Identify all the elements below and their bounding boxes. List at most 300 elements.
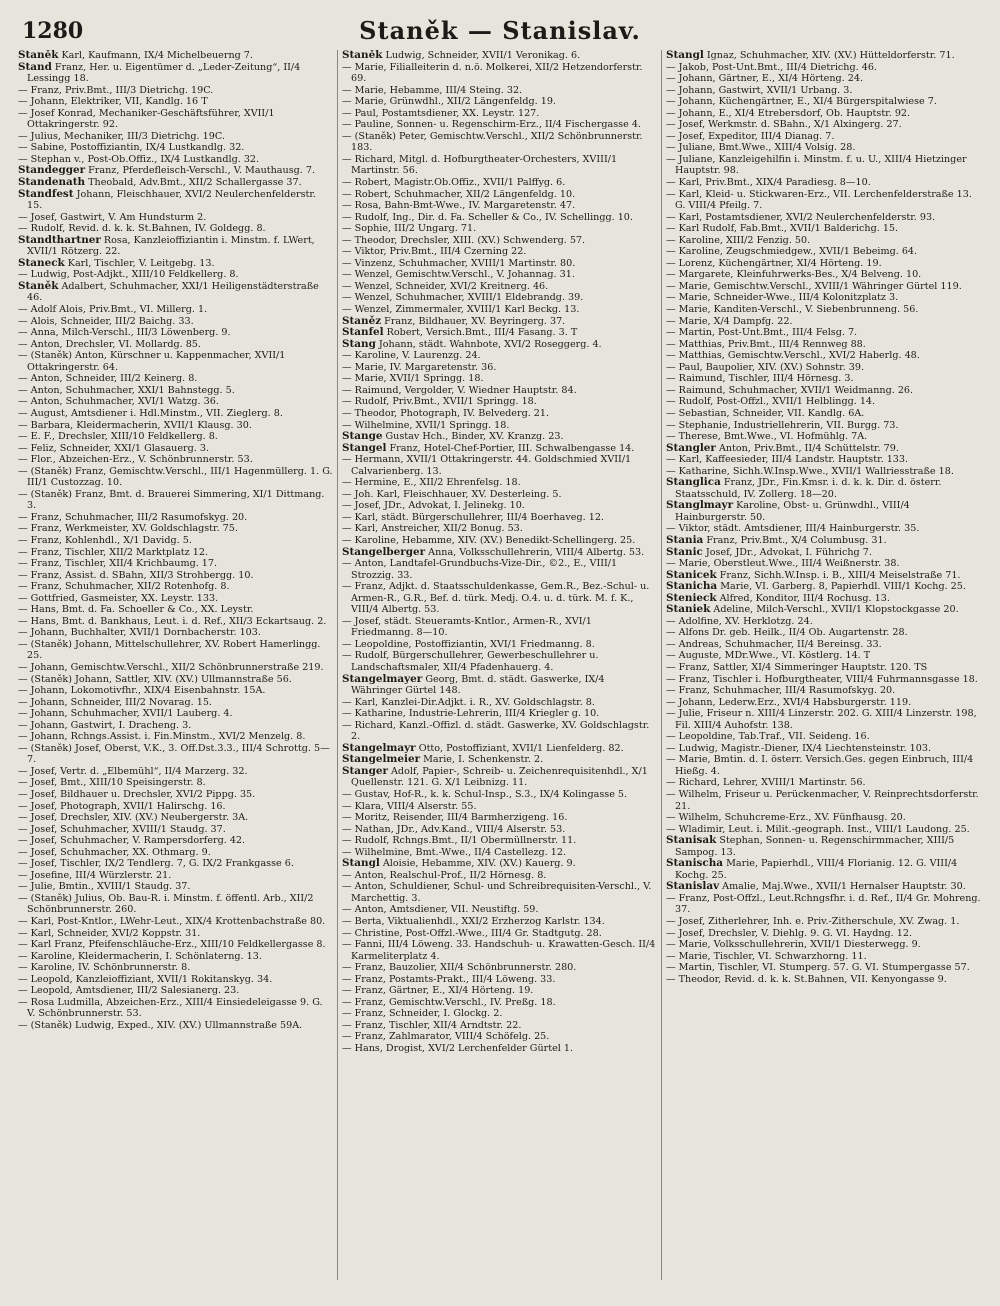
entry-surname: Stangler xyxy=(666,441,716,454)
entry-surname: Staněk xyxy=(18,279,59,292)
entry-text: Franz, Hotel-Chef-Portier, III. Schwalbengasse 14. xyxy=(386,442,635,454)
entry-text: — Wenzel, Schneider, XVI/2 Kreitnerg. 46. xyxy=(342,280,549,292)
columns xyxy=(14,50,986,1280)
entry-text: — Alois, Schneider, III/2 Baichg. 33. xyxy=(18,315,194,327)
entry-text: — Johann, Gastwirt, I. Dracheng. 3. xyxy=(18,719,192,731)
entry-text: — Adolf Alois, Priv.Bmt., VI. Millerg. 1. xyxy=(18,304,208,316)
entry-text: Franz, Priv.Bmt., X/4 Columbusg. 31. xyxy=(703,534,887,546)
entry-surname: Stanic xyxy=(666,545,703,558)
entry-surname: Stanfel xyxy=(342,326,384,339)
directory-entry xyxy=(342,708,657,720)
directory-entry xyxy=(666,350,982,362)
entry-surname: Stanislav xyxy=(666,880,720,893)
entry-text: Adeline, Milch-Verschl., XVII/1 Klopstockgasse 20. xyxy=(710,604,959,616)
entry-text: — Alfons Dr. geb. Heilk., II/4 Ob. Augartenstr. 28. xyxy=(666,627,908,639)
entry-text: — Fanni, III/4 Löweng. 33. Handschuh- u. Krawatten-Gesch. II/4 Karmeliterplatz 4. xyxy=(342,939,656,962)
entry-surname: Staněk xyxy=(18,50,59,61)
entry-text: — Josef, Bmt., XIII/10 Speisingerstr. 8. xyxy=(18,777,206,789)
directory-entry xyxy=(666,189,982,212)
directory-entry xyxy=(18,258,333,270)
directory-entry xyxy=(342,154,657,177)
directory-entry xyxy=(18,789,333,801)
directory-entry xyxy=(342,189,657,201)
entry-text: — Ludwig, Post-Adjkt., XIII/10 Feldkellerg. 8. xyxy=(18,269,239,281)
directory-entry xyxy=(342,1008,657,1020)
entry-text: — Karl, städt. Bürgerschullehrer, III/4 Boerhaveg. 12. xyxy=(342,511,604,523)
entry-text: — (Staněk) Johann, Sattler, XIV. (XV.) Ullmannstraße 56. xyxy=(18,673,292,685)
directory-entry xyxy=(666,662,982,674)
entry-text: — Sabine, Postoffiziantin, IX/4 Lustkandlg. 32. xyxy=(18,142,245,154)
entry-text: — Nathan, JDr., Adv.Kand., VIII/4 Alserstr. 53. xyxy=(342,823,566,835)
entry-surname: Standegger xyxy=(18,164,86,177)
directory-entry xyxy=(666,523,982,535)
entry-text: — Wladimir, Leut. i. Milit.-geograph. Inst., VIII/1 Laudong. 25. xyxy=(666,823,970,835)
entry-surname: Stangelmayer xyxy=(342,672,423,685)
entry-text: — Johann, Schuhmacher, XVII/1 Lauberg. 4. xyxy=(18,708,233,720)
directory-entry xyxy=(18,547,333,559)
directory-entry xyxy=(666,85,982,97)
entry-text: — Marie, Filialleiterin d. n.ö. Molkerei, XII/2 Hetzendorferstr. 69. xyxy=(342,61,643,85)
directory-entry xyxy=(18,916,333,928)
directory-entry xyxy=(666,292,982,304)
entry-text: — Franz, Schuhmacher, III/2 Rasumofskyg. 20. xyxy=(18,511,248,523)
entry-text: — Johann, Rchngs.Assist. i. Fin.Minstm., XVI/2 Menzelg. 8. xyxy=(18,731,306,743)
entry-text: Karoline, Obst- u. Grünwdhl., VIII/4 Hainburgerstr. 50. xyxy=(675,500,910,523)
entry-text: Aloisie, Hebamme, XIV. (XV.) Kauerg. 9. xyxy=(379,858,576,870)
entry-text: — Auguste, MDr.Wwe., VI. Köstlerg. 14. T xyxy=(666,650,871,662)
directory-entry xyxy=(342,558,657,581)
directory-entry xyxy=(342,916,657,928)
directory-entry xyxy=(18,454,333,466)
directory-entry xyxy=(342,512,657,524)
entry-text: — Karoline, Kleidermacherin, I. Schönlaterng. 13. xyxy=(18,950,262,962)
directory-entry xyxy=(342,904,657,916)
directory-entry xyxy=(18,627,333,639)
entry-text: — Josef, Schuhmacher, XX. Othmarg. 9. xyxy=(18,846,211,858)
entry-surname: Standthartner xyxy=(18,233,101,246)
entry-text: — Sebastian, Schneider, VII. Kandlg. 6A. xyxy=(666,407,865,419)
directory-entry xyxy=(666,177,982,189)
directory-entry xyxy=(342,200,657,212)
directory-entry xyxy=(666,258,982,270)
directory-entry xyxy=(342,720,657,743)
directory-entry xyxy=(18,385,333,397)
entry-text: Robert, Versich.Bmt., III/4 Fasang. 3. T xyxy=(383,327,578,339)
entry-text: Adolf, Papier-, Schreib- u. Zeichenrequisitenhdl., X/1 Quellenstr. 121. G. X/1 Leibnizg. 11. xyxy=(351,765,648,789)
entry-text: — Anton, Realschul-Prof., II/2 Hörnesg. 8. xyxy=(342,869,547,881)
directory-entry xyxy=(666,362,982,374)
directory-entry xyxy=(666,281,982,293)
entry-text: — Adolfine, XV. Herklotzg. 24. xyxy=(666,615,813,627)
directory-entry xyxy=(342,108,657,120)
entry-text: Franz, Bildhauer, XV. Beyringerg. 37. xyxy=(381,315,566,327)
entry-surname: Stanischa xyxy=(666,857,724,870)
directory-entry xyxy=(18,639,333,662)
entry-text: — Josef, Vertr. d. „Elbemühl“, II/4 Marzerg. 32. xyxy=(18,765,248,777)
entry-surname: Stang xyxy=(342,337,376,350)
entry-text: — Karoline, Zeugschmiedgew., XVII/1 Bebeimg. 64. xyxy=(666,246,918,258)
entry-text: — Franz, Adjkt. d. Staatsschuldenkasse, Gem.R., Bez.-Schul- u. Armen-R., G.R., Bef. d. türk. Medj. O.4. u. d. türk. M. f. K., VIII/4 Albertg. 53. xyxy=(342,581,650,616)
directory-entry xyxy=(666,835,982,858)
directory-entry xyxy=(18,235,333,258)
directory-entry xyxy=(18,281,333,304)
directory-entry xyxy=(666,269,982,281)
entry-text: — Richard, Kanzl.-Offizl. d. städt. Gaswerke, XV. Goldschlagstr. 2. xyxy=(342,719,650,743)
entry-text: — Julie, Bmtin., XVIII/1 Staudg. 37. xyxy=(18,881,191,893)
directory-entry xyxy=(666,316,982,328)
directory-entry xyxy=(666,212,982,224)
directory-entry xyxy=(666,246,982,258)
entry-text: — Raimund, Vergolder, V. Wiedner Hauptstr. 84. xyxy=(342,384,577,396)
directory-entry xyxy=(342,547,657,559)
directory-entry xyxy=(666,500,982,523)
directory-entry xyxy=(18,985,333,997)
directory-entry xyxy=(666,131,982,143)
directory-entry xyxy=(342,974,657,986)
entry-text: — (Staněk) Anton, Kürschner u. Kappenmacher, XVII/1 Ottakringerstr. 64. xyxy=(18,350,286,373)
directory-entry xyxy=(18,951,333,963)
directory-entry xyxy=(666,154,982,177)
entry-text: — Rosa Ludmilla, Abzeichen-Erz., XIII/4 Einsiedeleigasse 9. G. V. Schönbrunnerstr. 53. xyxy=(18,996,323,1020)
entry-text: — Karoline, Hebamme, XIV. (XV.) Benedikt-Schellingerg. 25. xyxy=(342,534,636,546)
entry-text: — Wilhelm, Friseur u. Perückenmacher, V. Reinprechtsdorferstr. 21. xyxy=(666,789,979,812)
directory-entry xyxy=(342,258,657,270)
directory-entry xyxy=(18,373,333,385)
entry-text: — Matthias, Gemischtw.Verschl., XVI/2 Haberlg. 48. xyxy=(666,350,920,362)
entry-text: — Josef, Schuhmacher, V. Rampersdorferg. 42. xyxy=(18,835,246,847)
entry-text: — Marie, Schneider-Wwe., III/4 Kolonitzplatz 3. xyxy=(666,292,899,304)
directory-entry xyxy=(666,674,982,686)
entry-text: — Franz, Tischler, XII/2 Marktplatz 12. xyxy=(18,546,208,558)
entry-text: Franz, Pferdefleisch-Verschl., V. Mauthausg. 7. xyxy=(85,165,316,177)
entry-text: Franz, Her. u. Eigentümer d. „Leder-Zeitung“, II/4 Lessingg 18. xyxy=(27,61,301,85)
directory-entry xyxy=(342,939,657,962)
directory-entry xyxy=(18,974,333,986)
directory-entry xyxy=(666,974,982,986)
directory-entry xyxy=(18,662,333,674)
directory-entry xyxy=(18,708,333,720)
directory-entry xyxy=(18,835,333,847)
directory-entry xyxy=(342,292,657,304)
directory-entry xyxy=(666,893,982,916)
directory-entry xyxy=(666,385,982,397)
directory-entry xyxy=(666,928,982,940)
directory-entry xyxy=(342,997,657,1009)
entry-surname: Staněk xyxy=(342,50,383,61)
entry-text: — Josef, JDr., Advokat, I. Jelinekg. 10. xyxy=(342,500,525,512)
entry-text: — Franz, Tischler, XII/4 Krichbaumg. 17. xyxy=(18,558,218,570)
entry-text: — Franz, Assist. d. SBahn, XII/3 Strohbergg. 10. xyxy=(18,569,254,581)
entry-text: — Moritz, Reisender, III/4 Barmherzigeng. 16. xyxy=(342,812,568,824)
directory-entry xyxy=(342,523,657,535)
entry-text: — Franz, Kohlenhdl., X/1 Davidg. 5. xyxy=(18,534,192,546)
entry-text: — Pauline, Sonnen- u. Regenschirm-Erz., II/4 Fischergasse 4. xyxy=(342,119,641,131)
directory-entry xyxy=(666,408,982,420)
directory-entry xyxy=(18,1020,333,1032)
directory-entry xyxy=(342,789,657,801)
directory-entry xyxy=(666,50,982,62)
entry-text: — Richard, Lehrer, XVIII/1 Martinstr. 56. xyxy=(666,777,866,789)
directory-entry xyxy=(666,939,982,951)
directory-entry xyxy=(666,547,982,559)
entry-text: — Sophie, III/2 Ungarg. 71. xyxy=(342,223,477,235)
directory-entry xyxy=(342,50,657,62)
entry-text: — Richard, Mitgl. d. Hofburgtheater-Orchesters, XVIII/1 Martinstr. 56. xyxy=(342,153,618,177)
entry-text: — Karl, Postamtsdiener, XVI/2 Neulerchenfelderstr. 93. xyxy=(666,211,936,223)
directory-entry xyxy=(18,396,333,408)
entry-surname: Standfest xyxy=(18,187,74,200)
entry-text: — Franz, Schuhmacher, XII/2 Rotenhofg. 8. xyxy=(18,581,230,593)
entry-text: — Leopoldine, Tab.Traf., VII. Seideng. 16. xyxy=(666,731,870,743)
entry-text: — Johann, Schneider, III/2 Novarag. 15. xyxy=(18,696,212,708)
directory-entry xyxy=(342,454,657,477)
entry-surname: Stangelmayr xyxy=(342,741,416,754)
directory-entry xyxy=(342,985,657,997)
entry-text: — Martin, Post-Unt.Bmt., III/4 Felsg. 7. xyxy=(666,327,858,339)
entry-text: — Leopoldine, Postoffiziantin, XVI/1 Friedmanng. 8. xyxy=(342,638,595,650)
entry-surname: Stanger xyxy=(342,764,388,777)
running-head: Staněk — Stanislav. xyxy=(359,16,641,45)
entry-text: — Stephan v., Post-Ob.Offiz., IX/4 Lustkandlg. 32. xyxy=(18,153,260,165)
entry-surname: Stange xyxy=(342,430,383,443)
directory-entry xyxy=(18,997,333,1020)
directory-entry xyxy=(666,858,982,881)
directory-entry xyxy=(342,674,657,697)
directory-entry xyxy=(18,408,333,420)
entry-text: — (Staněk) Julius, Ob. Bau-R. i. Minstm. f. öffentl. Arb., XII/2 Schönbrunnerstr. 260. xyxy=(18,892,314,916)
directory-entry xyxy=(18,743,333,766)
entry-text: — Hermann, XVII/1 Ottakringerstr. 44. Goldschmied XVII/1 Calvarienberg. 13. xyxy=(342,454,632,477)
entry-text: — Karl, Kleid- u. Stickwaren-Erz., VII. Lerchenfelderstraße 13. G. VIII/4 Pfeilg. 7. xyxy=(666,188,972,212)
directory-entry xyxy=(18,443,333,455)
entry-text: — Johann, Elektriker, VII, Kandlg. 16 T xyxy=(18,96,208,108)
directory-entry xyxy=(18,523,333,535)
entry-text: — Katharine, Sichh.W.Insp.Wwe., XVII/1 Wallriesstraße 18. xyxy=(666,465,954,477)
directory-entry xyxy=(666,743,982,755)
directory-entry xyxy=(342,650,657,673)
entry-text: — Wenzel, Gemischtw.Verschl., V. Johannag. 31. xyxy=(342,269,575,281)
entry-text: — Joh. Karl, Fleischhauer, XV. Desterleing. 5. xyxy=(342,488,562,500)
entry-text: — Julius, Mechaniker, III/3 Dietrichg. 19C. xyxy=(18,130,225,142)
directory-entry xyxy=(18,316,333,328)
entry-text: — Gottfried, Gasmeister, XX. Leystr. 133. xyxy=(18,592,219,604)
directory-entry xyxy=(666,454,982,466)
entry-text: — Marie, Oberstleut.Wwe., III/4 Weißnerstr. 38. xyxy=(666,558,900,570)
directory-entry xyxy=(666,789,982,812)
directory-entry xyxy=(18,593,333,605)
entry-surname: Stanicha xyxy=(666,580,718,593)
entry-text: — Hermine, E., XII/2 Ehrenfelsg. 18. xyxy=(342,477,521,489)
directory-entry xyxy=(666,235,982,247)
directory-entry xyxy=(666,443,982,455)
directory-entry xyxy=(18,339,333,351)
entry-text: — Leopold, Amtsdiener, III/2 Salesianerg. 23. xyxy=(18,985,240,997)
entry-text: — (Staněk) Peter, Gemischtw.Verschl., XII/2 Schönbrunnerstr. 183. xyxy=(342,130,643,154)
entry-surname: Stangel xyxy=(342,441,387,454)
entry-text: — Johann, Gastwirt, XVII/1 Urbang. 3. xyxy=(666,84,853,96)
directory-entry xyxy=(342,824,657,836)
directory-entry xyxy=(18,350,333,373)
entry-text: — Rudolf, Revid. d. k. k. St.Bahnen, IV. Goldegg. 8. xyxy=(18,223,266,235)
entry-text: Georg, Bmt. d. städt. Gaswerke, IX/4 Währinger Gürtel 148. xyxy=(351,673,605,697)
entry-text: — Viktor, Priv.Bmt., III/4 Czerning 22. xyxy=(342,246,527,258)
entry-text: — Johann, E., XI/4 Etrebersdorf, Ob. Hauptstr. 92. xyxy=(666,107,911,119)
entry-text: — Franz, Gärtner, E., XI/4 Hörteng. 19. xyxy=(342,985,534,997)
directory-entry xyxy=(342,1020,657,1032)
entry-text: Ignaz, Schuhmacher, XIV. (XV.) Hütteldorferstr. 71. xyxy=(703,50,955,61)
directory-entry xyxy=(342,858,657,870)
entry-text: — Anton, Schuhmacher, XXI/1 Bahnstegg. 5. xyxy=(18,384,235,396)
directory-entry xyxy=(18,269,333,281)
entry-text: — Jakob, Post-Unt.Bmt., III/4 Dietrichg. 46. xyxy=(666,61,877,73)
directory-entry xyxy=(18,108,333,131)
directory-entry xyxy=(666,685,982,697)
directory-entry xyxy=(342,408,657,420)
directory-entry xyxy=(666,477,982,500)
directory-entry xyxy=(18,304,333,316)
entry-surname: Stanglica xyxy=(666,476,721,489)
directory-entry xyxy=(342,269,657,281)
entry-text: — Wilhelmine, XVII/1 Springg. 18. xyxy=(342,419,510,431)
entry-text: Alfred, Konditor, III/4 Rochusg. 13. xyxy=(716,592,890,604)
directory-entry xyxy=(342,373,657,385)
directory-entry xyxy=(342,928,657,940)
directory-entry xyxy=(18,142,333,154)
entry-text: — Therese, Bmt.Wwe., VI. Hofmühlg. 7A. xyxy=(666,431,868,443)
directory-entry xyxy=(18,674,333,686)
directory-entry xyxy=(342,396,657,408)
entry-text: — Josef, Schuhmacher, XVIII/1 Staudg. 37. xyxy=(18,823,226,835)
entry-text: — Theodor, Drechsler, XIII. (XV.) Schwenderg. 57. xyxy=(342,234,586,246)
directory-entry xyxy=(18,420,333,432)
entry-text: — Robert, Schuhmacher, XII/2 Längenfeldg. 10. xyxy=(342,188,576,200)
entry-text: — Anton, Schuhmacher, XVI/1 Watzg. 36. xyxy=(18,396,219,408)
directory-entry xyxy=(18,604,333,616)
directory-entry xyxy=(342,235,657,247)
entry-surname: Stand xyxy=(18,60,52,73)
directory-entry xyxy=(666,697,982,709)
directory-entry xyxy=(666,327,982,339)
directory-entry xyxy=(18,62,333,85)
directory-entry xyxy=(666,627,982,639)
entry-text: — Raimund, Tischler, III/4 Hörnesg. 3. xyxy=(666,373,854,385)
entry-text: — Karoline, XIII/2 Fenzig. 50. xyxy=(666,234,811,246)
directory-entry xyxy=(18,939,333,951)
directory-entry xyxy=(666,881,982,893)
entry-text: — Johann, Lederw.Erz., XVI/4 Habsburgerstr. 119. xyxy=(666,696,912,708)
directory-entry xyxy=(18,812,333,824)
directory-entry xyxy=(18,431,333,443)
entry-surname: Standenath xyxy=(18,176,86,189)
entry-text: — Leopold, Kanzleioffiziant, XVII/1 Rokitanskyg. 34. xyxy=(18,973,273,985)
entry-text: — August, Amtsdiener i. Hdl.Minstm., VII. Zieglerg. 8. xyxy=(18,407,283,419)
directory-entry xyxy=(666,373,982,385)
directory-entry xyxy=(342,350,657,362)
directory-entry xyxy=(18,85,333,97)
entry-text: — Anton, Drechsler, VI. Mollardg. 85. xyxy=(18,338,201,350)
entry-text: — (Staněk) Franz, Bmt. d. Brauerei Simmering, XI/1 Dittmang. 3. xyxy=(18,488,325,512)
directory-entry xyxy=(342,316,657,328)
directory-entry xyxy=(18,212,333,224)
entry-text: — Wenzel, Zimmermaler, XVIII/1 Karl Beckg. 13. xyxy=(342,304,580,316)
directory-entry xyxy=(342,177,657,189)
entry-text: — Berta, Viktualienhdl., XXI/2 Erzherzog Karlstr. 134. xyxy=(342,916,605,928)
entry-text: — Josef, Tischler, IX/2 Tendlerg. 7, G. IX/2 Frankgasse 6. xyxy=(18,858,294,870)
entry-text: — Marie, Kanditen-Verschl., V. Siebenbrunneng. 56. xyxy=(666,304,919,316)
entry-surname: Stania xyxy=(666,533,704,546)
entry-text: — Vinzenz, Schuhmacher, XVIII/1 Martinstr. 80. xyxy=(342,257,576,269)
directory-entry xyxy=(342,131,657,154)
directory-entry xyxy=(342,835,657,847)
entry-text: — Viktor, städt. Amtsdiener, III/4 Hainburgerstr. 35. xyxy=(666,523,920,535)
entry-text: — Franz, Tischler, XII/4 Arndtstr. 22. xyxy=(342,1019,522,1031)
directory-entry xyxy=(666,304,982,316)
entry-surname: Stangl xyxy=(342,857,380,870)
directory-entry xyxy=(18,801,333,813)
entry-text: — Josef, Bildhauer u. Drechsler, XVI/2 Pippg. 35. xyxy=(18,789,256,800)
directory-entry xyxy=(18,858,333,870)
entry-surname: Stanisak xyxy=(666,834,717,847)
entry-text: Josef, JDr., Advokat, I. Führichg 7. xyxy=(702,546,872,558)
directory-entry xyxy=(342,119,657,131)
entry-text: — Anna, Milch-Verschl., III/3 Löwenberg. 9. xyxy=(18,327,231,339)
directory-entry xyxy=(342,1043,657,1055)
directory-entry xyxy=(18,131,333,143)
directory-entry xyxy=(342,754,657,766)
entry-text: — Karoline, V. Laurenzg. 24. xyxy=(342,350,481,362)
entry-text: Ludwig, Schneider, XVII/1 Veronikag. 6. xyxy=(382,50,581,61)
directory-entry xyxy=(666,223,982,235)
directory-entry xyxy=(18,96,333,108)
entry-text: Rosa, Kanzleioffiziantin i. Minstm. f. LWert, XVII/1 Rötzerg. 22. xyxy=(27,234,315,258)
directory-entry xyxy=(666,962,982,974)
directory-entry xyxy=(18,697,333,709)
entry-text: — Paul, Baupolier, XIV. (XV.) Sohnstr. 39. xyxy=(666,361,865,373)
directory-entry xyxy=(666,754,982,777)
directory-entry xyxy=(18,581,333,593)
directory-entry xyxy=(18,189,333,212)
entry-text: — Josef, Photograph, XVII/1 Halirschg. 16. xyxy=(18,800,226,812)
entry-text: — Marie, IV. Margaretenstr. 36. xyxy=(342,361,497,373)
entry-text: — Josefine, III/4 Würzlerstr. 21. xyxy=(18,869,172,881)
directory-entry xyxy=(342,881,657,904)
directory-entry xyxy=(342,212,657,224)
entry-text: — Marie, Grünwdhl., XII/2 Längenfeldg. 19. xyxy=(342,96,556,108)
entry-text: — Juliane, Kanzleigehilfin i. Minstm. f. u. U., XIII/4 Hietzinger Hauptstr. 98. xyxy=(666,153,967,177)
directory-entry xyxy=(666,593,982,605)
directory-entry xyxy=(666,73,982,85)
entry-text: — Anton, Landtafel-Grundbuchs-Vize-Dir., ©2., E., VIII/1 Strozzig. 33. xyxy=(342,558,618,581)
entry-surname: Stangl xyxy=(666,50,704,61)
entry-text: — Karl Rudolf, Fab.Bmt., XVII/1 Balderichg. 15. xyxy=(666,223,899,235)
entry-text: — Johann, Lokomotivfhr., XIX/4 Eisenbahnstr. 15A. xyxy=(18,685,266,697)
directory-entry xyxy=(342,697,657,709)
directory-entry xyxy=(18,881,333,893)
directory-entry xyxy=(18,870,333,882)
directory-entry xyxy=(342,639,657,651)
directory-entry xyxy=(666,96,982,108)
entry-text: — Flor., Abzeichen-Erz., V. Schönbrunnerstr. 53. xyxy=(18,454,253,466)
directory-entry xyxy=(342,870,657,882)
entry-text: — Josef, Drechsler, XIV. (XV.) Neubergerstr. 3A. xyxy=(18,812,249,824)
directory-entry xyxy=(18,731,333,743)
column-1 xyxy=(14,50,338,1280)
entry-text: — Karl, Post-Kntlor., LWehr-Leut., XIX/4 Krottenbachstraße 80. xyxy=(18,916,326,928)
column-3 xyxy=(662,50,986,1280)
entry-text: — Feliz, Schneider, XXI/1 Glasauerg. 3. xyxy=(18,442,210,454)
entry-text: — Marie, Volksschullehrerin, XVII/1 Diesterwegg. 9. xyxy=(666,939,921,951)
entry-text: — Theodor, Photograph, IV. Belvederg. 21. xyxy=(342,407,550,419)
